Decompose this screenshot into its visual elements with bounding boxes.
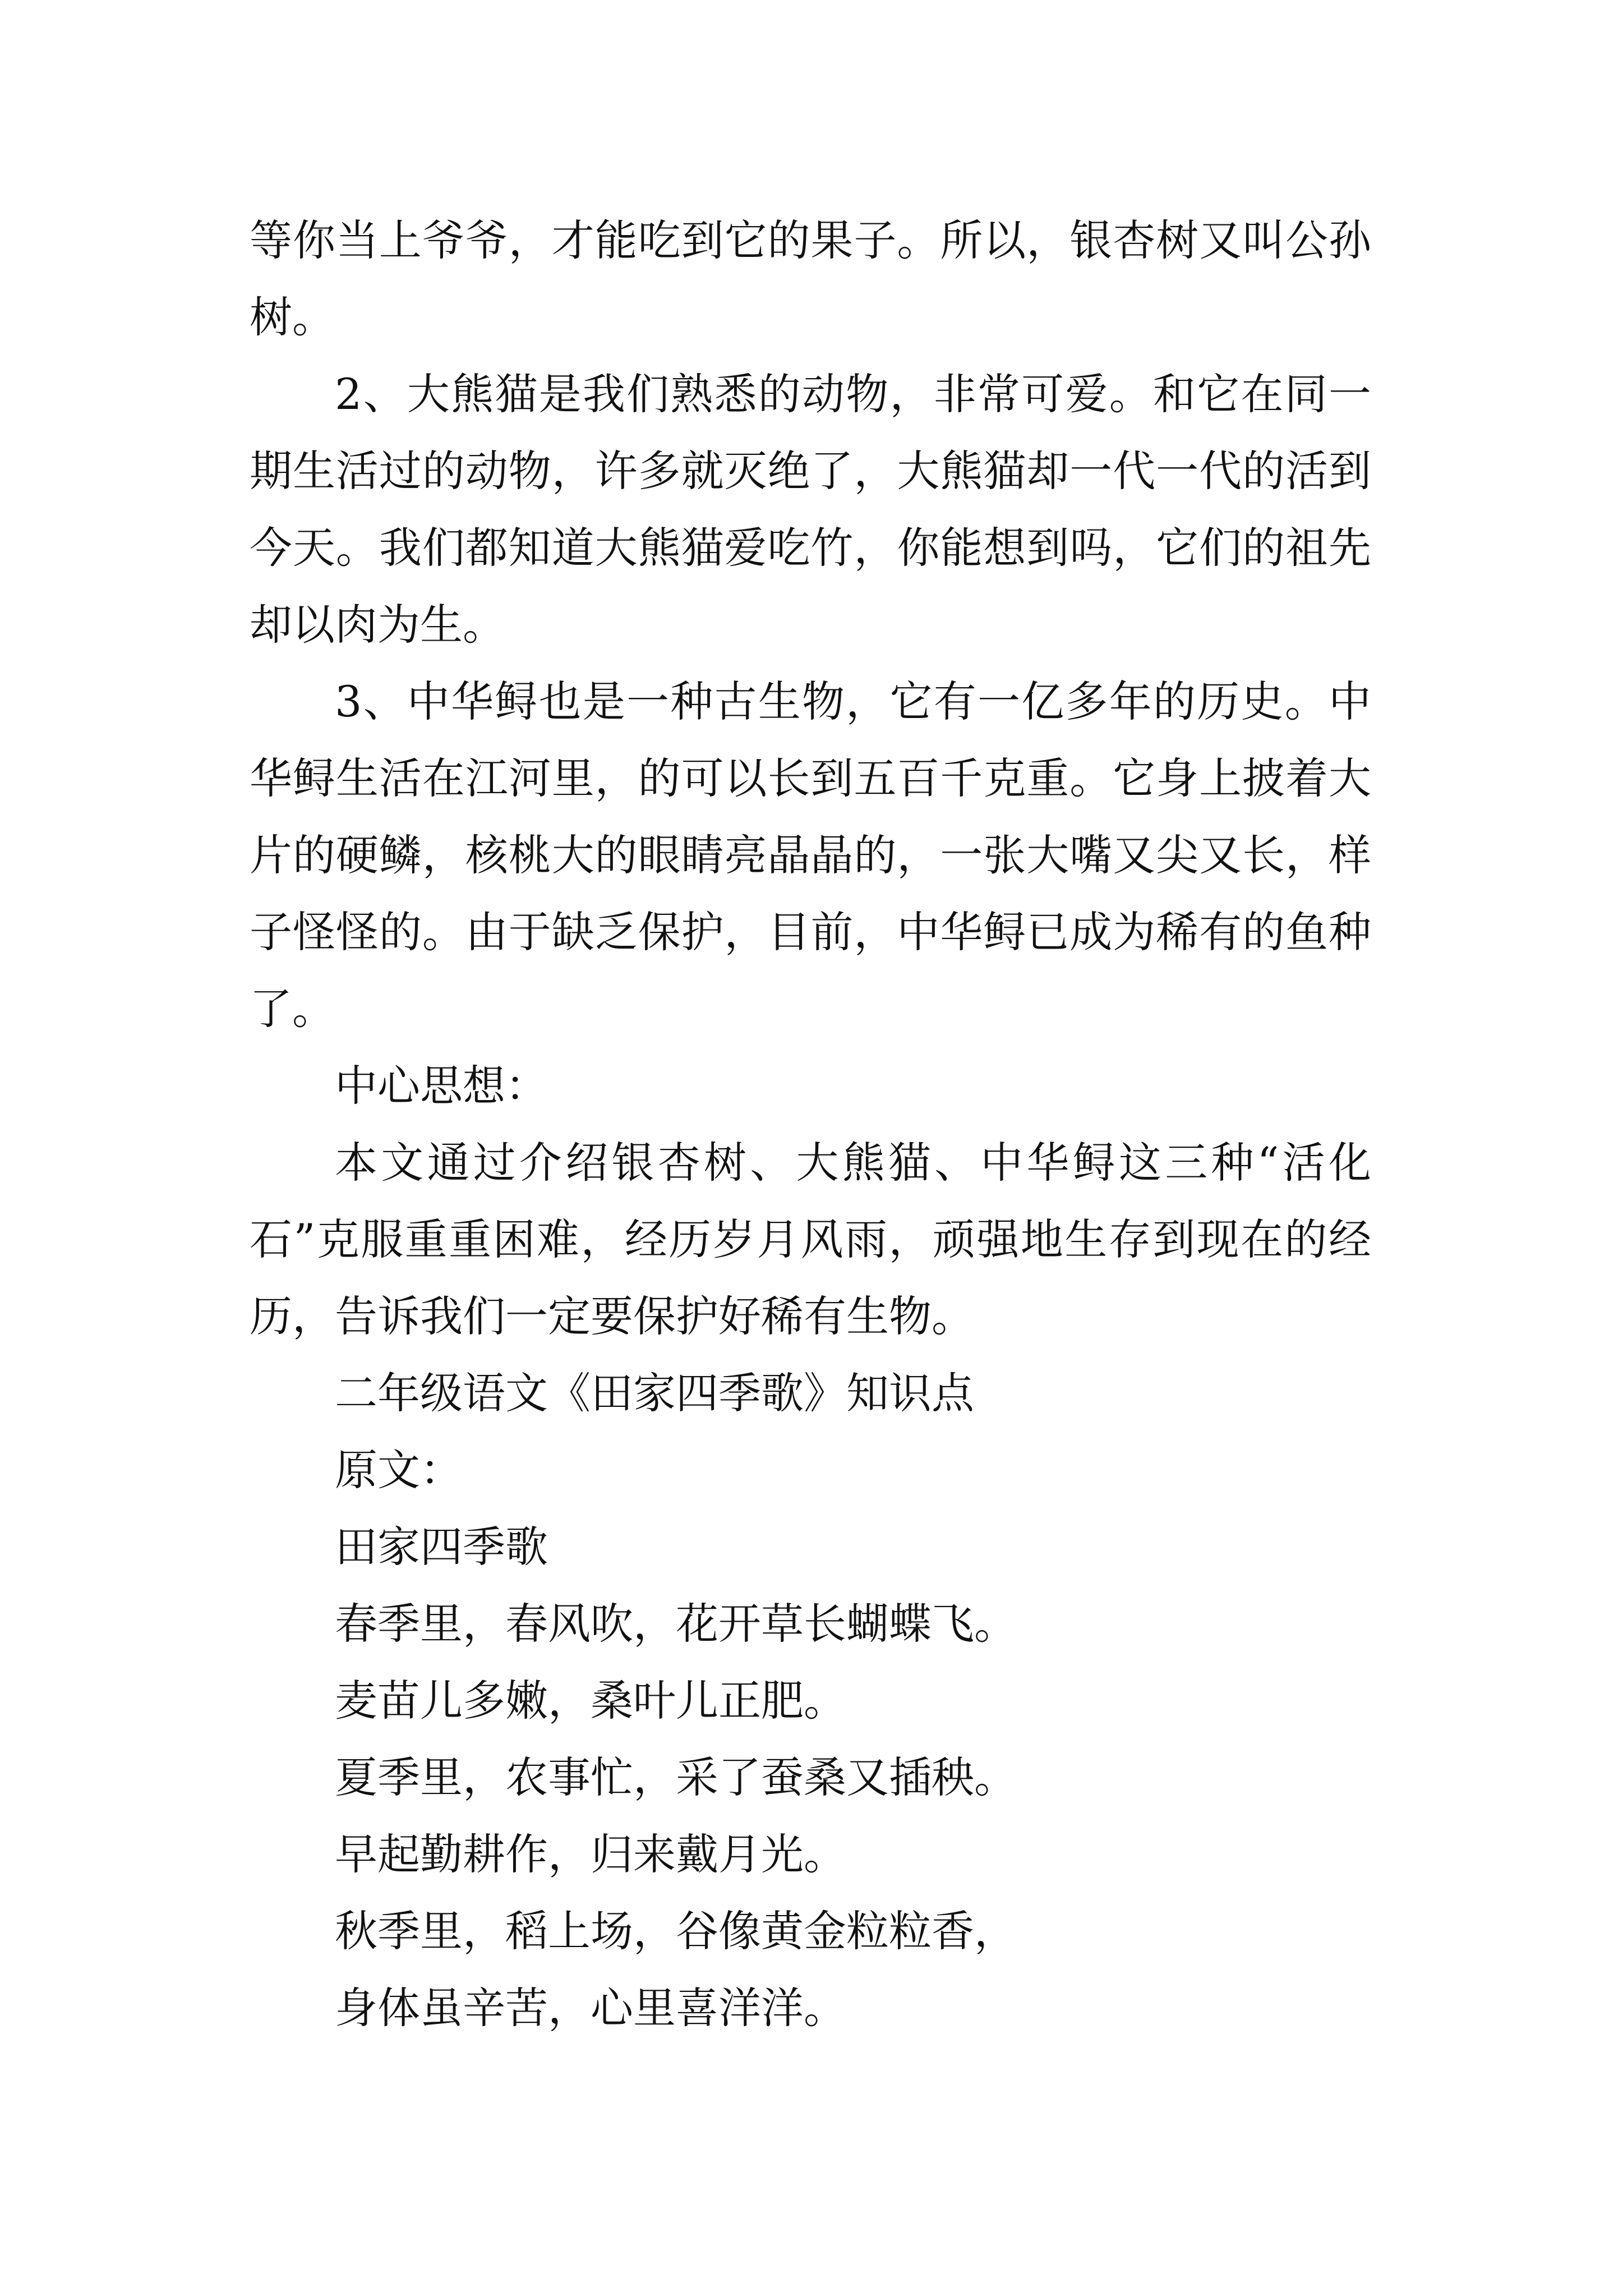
- paragraph-panda: 2、大熊猫是我们熟悉的动物，非常可爱。和它在同一期生活过的动物，许多就灭绝了，大熊猫却一代一代的活到今天。我们都知道大熊猫爱吃竹，你能想到吗，它们的祖先却以肉为生。: [250, 369, 1371, 650]
- central-idea-heading: 中心思想：: [335, 1061, 548, 1111]
- poem-line: 身体虽辛苦，心里喜洋洋。: [335, 1983, 846, 2033]
- poem-title: 田家四季歌: [335, 1522, 548, 1572]
- poem-line: 早起勤耕作，归来戴月光。: [335, 1829, 846, 1879]
- paragraph-ginkgo-ending: 等你当上爷爷，才能吃到它的果子。所以，银杏树又叫公孙树。: [250, 215, 1371, 342]
- poem-line: 麦苗儿多嫩，桑叶儿正肥。: [335, 1676, 846, 1726]
- paragraph-sturgeon: 3、中华鲟也是一种古生物，它有一亿多年的历史。中华鲟生活在江河里，的可以长到五百千克重。它身上披着大片的硬鳞，核桃大的眼睛亮晶晶的，一张大嘴又尖又长，样子怪怪的。由于缺乏保护，目前，中华鲟已成为稀有的鱼种了。: [250, 677, 1371, 1034]
- document-body: [250, 202, 1371, 2046]
- section-title: 二年级语文《田家四季歌》知识点: [335, 1368, 974, 1418]
- poem-line: 秋季里，稻上场，谷像黄金粒粒香，: [335, 1906, 1017, 1956]
- poem-line: 夏季里，农事忙，采了蚕桑又插秧。: [335, 1752, 1017, 1802]
- poem-line: 春季里，春风吹，花开草长蝴蝶飞。: [335, 1599, 1017, 1649]
- central-idea-text: 本文通过介绍银杏树、大熊猫、中华鲟这三种“活化石”克服重重困难，经历岁月风雨，顽强地生存到现在的经历，告诉我们一定要保护好稀有生物。: [250, 1138, 1371, 1341]
- original-text-label: 原文：: [335, 1445, 463, 1495]
